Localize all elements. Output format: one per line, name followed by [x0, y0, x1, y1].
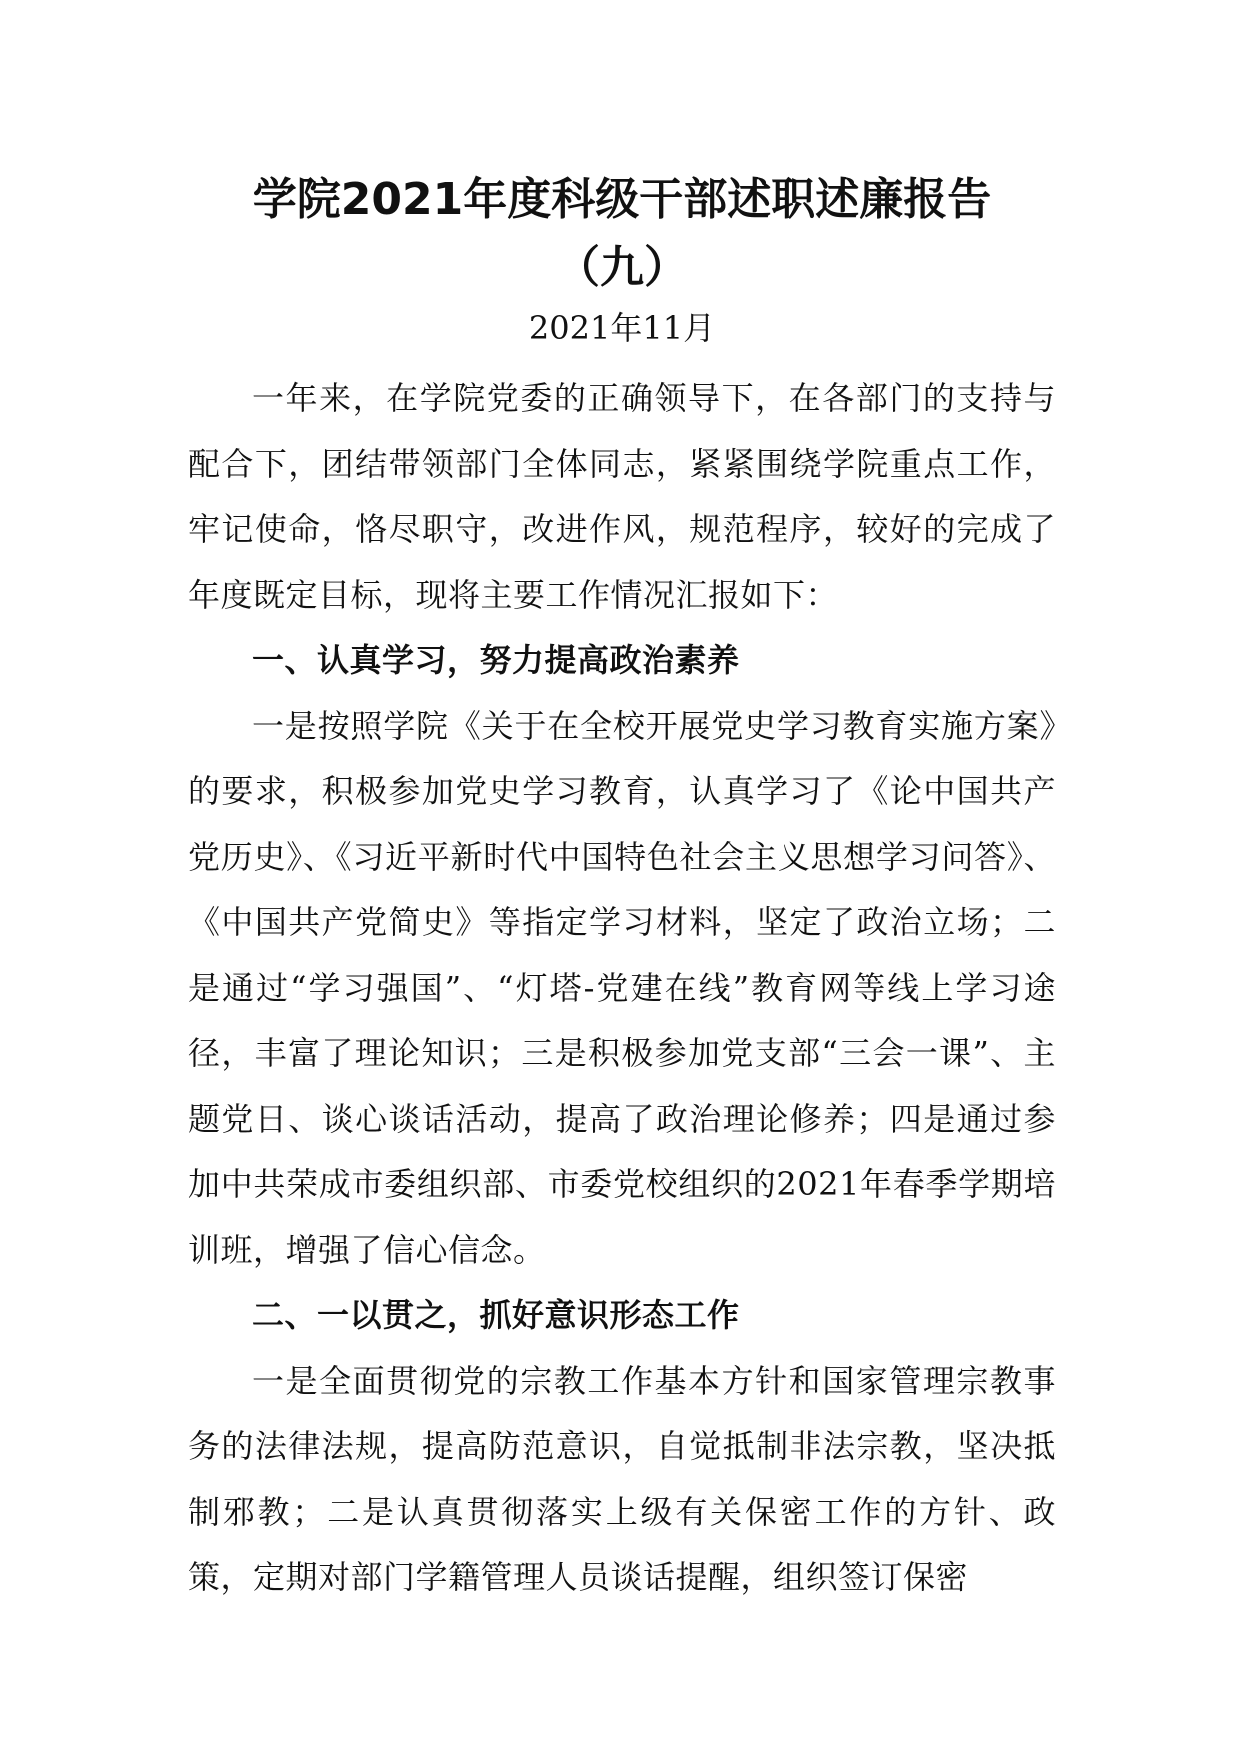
section-1-paragraph: 一是按照学院《关于在全校开展党史学习教育实施方案》的要求，积极参加党史学习教育，认真学习了《论中国共产党历史》、《习近平新时代中国特色社会主义思想学习问答》、《中国共产党简史》等指定学习材料，坚定了政治立场；二是通过“学习强国”、“灯塔-党建在线”教育网等线上学习途径，丰富了理论知识；三是积极参加党支部“三会一课”、主题党日、谈心谈话活动，提高了政治理论修养；四是通过参加中共荣成市委组织部、市委党校组织的2021年春季学期培训班，增强了信心信念。: [188, 706, 1056, 1269]
intro-paragraph: 一年来，在学院党委的正确领导下，在各部门的支持与配合下，团结带领部门全体同志，紧紧围绕学院重点工作，牢记使命，恪尽职守，改进作风，规范程序，较好的完成了年度既定目标，现将主要工作情况汇报如下：: [188, 379, 1056, 614]
document-date: 2021年11月: [528, 309, 716, 347]
document-body: [188, 366, 1056, 1611]
document-title: 学院2021年度科级干部述职述廉报告: [252, 174, 992, 225]
section-heading-2: 二、一以贯之，抓好意识形态工作: [252, 1296, 740, 1334]
document-title-number: （九）: [556, 242, 688, 293]
section-heading-1: 一、认真学习，努力提高政治素养: [252, 641, 740, 679]
section-2-paragraph: 一是全面贯彻党的宗教工作基本方针和国家管理宗教事务的法律法规，提高防范意识，自觉抵制非法宗教，坚决抵制邪教；二是认真贯彻落实上级有关保密工作的方针、政策，定期对部门学籍管理人员谈话提醒，组织签订保密: [188, 1361, 1056, 1596]
